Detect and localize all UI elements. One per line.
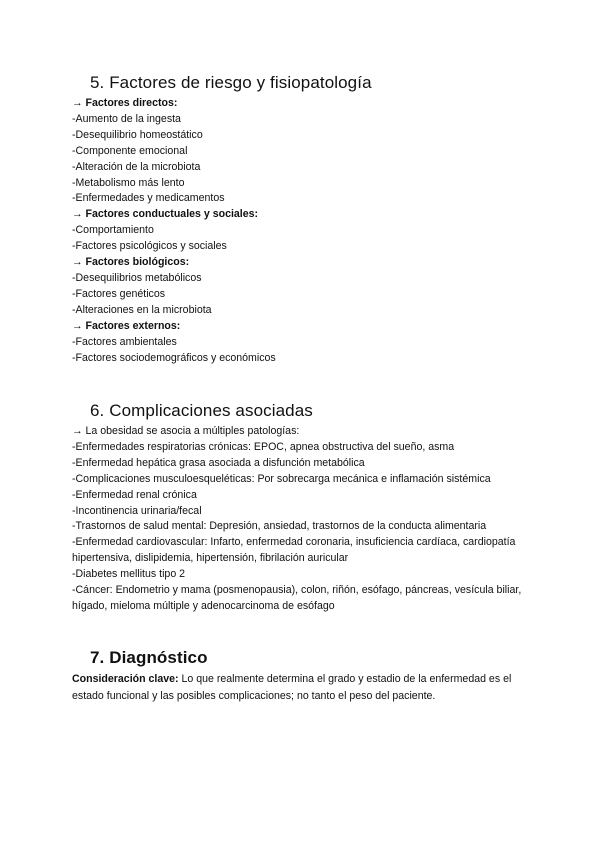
list-item: -Enfermedades respiratorias crónicas: EPOC, apnea obstructiva del sueño, asma [72, 440, 455, 453]
subheading-external-factors: → Factores externos: [72, 319, 181, 332]
list-item: -Cáncer: Endometrio y mama (posmenopausia), colon, riñón, esófago, páncreas, vesícula biliar, hígado, mieloma múltiple y adenocarcinoma de esófago [72, 584, 522, 612]
list-item: -Desequilibrios metabólicos [72, 271, 202, 284]
key-consideration-label: Consideración clave: [72, 673, 179, 685]
list-item: -Diabetes mellitus tipo 2 [72, 568, 186, 581]
key-consideration-paragraph [72, 671, 542, 704]
list-item: -Factores genéticos [72, 287, 166, 300]
list-item: -Incontinencia urinaria/fecal [72, 504, 202, 517]
list-item: -Complicaciones musculoesqueléticas: Por sobrecarga mecánica e inflamación sistémica [72, 472, 491, 485]
list-item: -Enfermedad cardiovascular: Infarto, enfermedad coronaria, insuficiencia cardíaca, cardiopatía hipertensiva, dislipidemia, hipertensión, fibrilación auricular [72, 536, 516, 565]
list-item: -Factores sociodemográficos y económicos [72, 351, 276, 364]
section-title: 6. Complicaciones asociadas [90, 401, 313, 420]
list-item: -Metabolismo más lento [72, 176, 185, 189]
subheading-behavioral-factors: → Factores conductuales y sociales: [72, 208, 259, 221]
list-item: -Aumento de la ingesta [72, 112, 181, 125]
list-item: -Factores psicológicos y sociales [72, 240, 227, 253]
list-item: -Enfermedad renal crónica [72, 488, 197, 501]
subheading-biological-factors: → Factores biológicos: [72, 256, 190, 269]
list-item: -Trastornos de salud mental: Depresión, ansiedad, trastornos de la conducta alimentaria [72, 520, 487, 533]
complications-list [72, 424, 542, 615]
list-item: -Alteraciones en la microbiota [72, 303, 212, 316]
key-consideration-text: Lo que realmente determina el grado y estadio de la enfermedad es el estado funcional y las posibles complicaciones; no tanto el peso del paciente. [72, 673, 512, 702]
risk-factors-list [72, 96, 542, 366]
subheading-direct-factors: → Factores directos: [72, 97, 178, 109]
section-diagnosis [72, 647, 542, 704]
list-item: -Desequilibrio homeostático [72, 128, 203, 141]
list-item: -Factores ambientales [72, 335, 177, 348]
list-item: -Alteración de la microbiota [72, 160, 201, 173]
list-item: -Componente emocional [72, 144, 188, 157]
list-intro: → La obesidad se asocia a múltiples patologías: [72, 425, 300, 437]
section-risk-factors [72, 72, 542, 366]
list-item: -Enfermedades y medicamentos [72, 192, 225, 205]
section-complications [72, 400, 542, 615]
section-title: 7. Diagnóstico [90, 648, 208, 667]
list-item: -Comportamiento [72, 224, 154, 237]
list-item: -Enfermedad hepática grasa asociada a disfunción metabólica [72, 456, 365, 469]
section-title: 5. Factores de riesgo y fisiopatología [90, 73, 372, 92]
